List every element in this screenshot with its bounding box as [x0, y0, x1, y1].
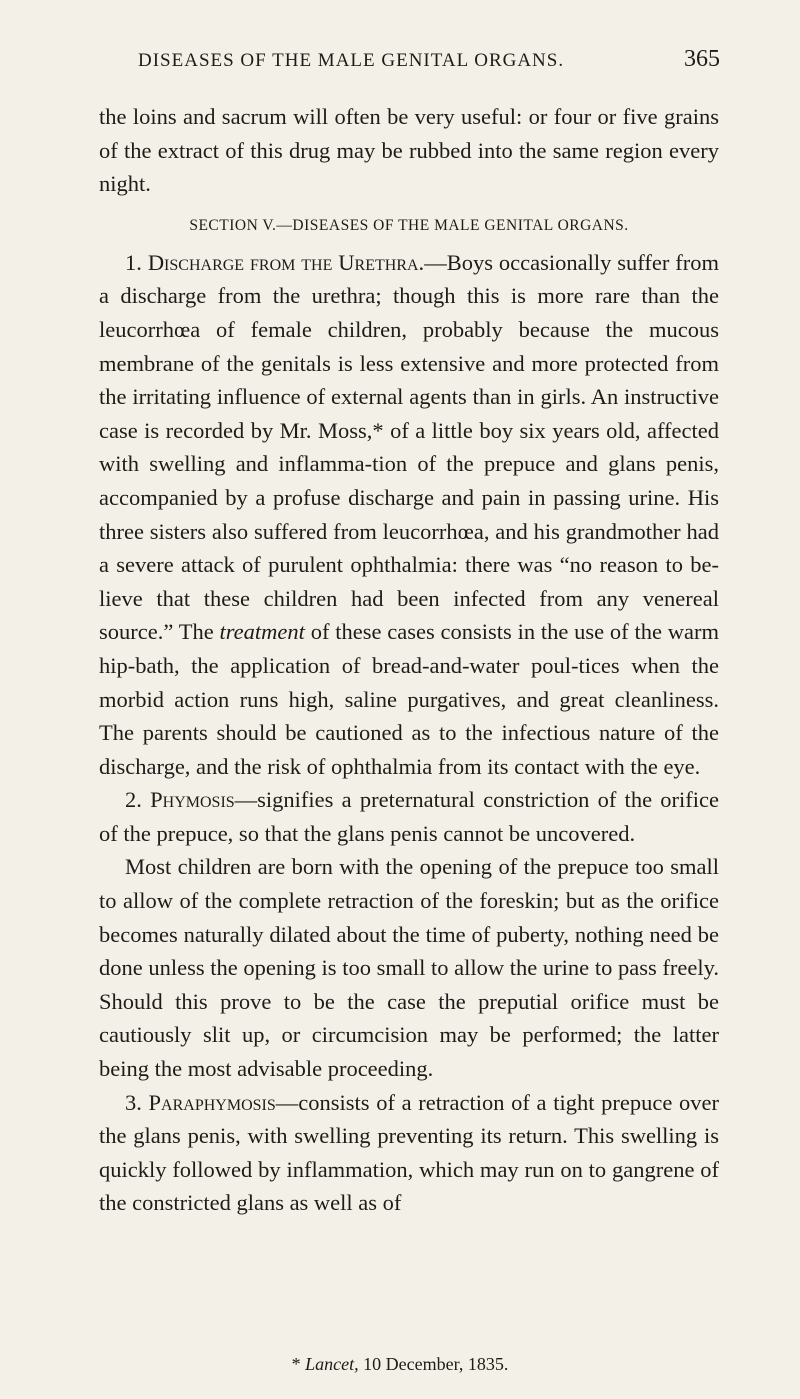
item-heading: Discharge from the Urethra.	[147, 249, 425, 275]
section-heading: SECTION V.—DISEASES OF THE MALE GENITAL ORGANS.	[189, 216, 629, 234]
footnote-marker: *	[291, 1354, 301, 1374]
item-paraphymosis	[99, 1086, 719, 1220]
body-text	[99, 100, 719, 1220]
item-number: 2.	[125, 787, 142, 813]
running-title: DISEASES OF THE MALE GENITAL ORGANS.	[138, 50, 565, 71]
item-discharge	[99, 246, 719, 784]
item-phymosis	[99, 783, 719, 850]
item-number: 3.	[125, 1089, 142, 1115]
item-text-continued: of these cases consists in the use of the warm hip-bath, the application of bread-and-water poul-tices when the morbid action runs high, saline purgatives, and great cleanliness. The parents should be cautioned as to the infectious nature of the discharge, and the risk of ophthalmia from its contact with the eye.	[99, 619, 719, 779]
item-number: 1.	[125, 249, 142, 275]
item-text: —Boys occasionally suffer from a discharge from the urethra; though this is more rare than the leucorrhœa of female children, probably because the mucous membrane of the genitals is less extensive and more protected from the irritating influence of external agents than in girls. An instructive case is recorded by Mr. Moss,* of a little boy six years old, affected with swelling and inflamma-tion of the prepuce and glans penis, accompanied by a profuse discharge and pain in passing urine. His three sisters also suffered from leucorrhœa, and his grandmother had a severe attack of purulent ophthalmia: there was “no reason to be-lieve that these children had been infected from any venereal source.” The	[99, 249, 719, 645]
item-text: —signifies a preternatural constriction of the orifice of the prepuce, so that the glans penis cannot be uncovered.	[99, 787, 720, 846]
footnote-detail: 10 December, 1835.	[358, 1354, 509, 1374]
footnote	[0, 1354, 800, 1375]
item-text: —consists of a retraction of a tight prepuce over the glans penis, with swelling preventing its return. This swelling is quickly followed by inflammation, which may run on to gangrene of the constricted glans as well as of	[99, 1089, 719, 1216]
item-heading: Paraphymosis	[148, 1089, 276, 1115]
footnote-source: Lancet,	[305, 1354, 359, 1374]
opening-paragraph: the loins and sacrum will often be very useful: or four or five grains of the extract of this drug may be rubbed into the same region every night.	[99, 104, 719, 197]
italic-word: treatment	[219, 619, 305, 645]
page-number: 365	[684, 46, 720, 72]
item-heading: Phymosis	[150, 787, 235, 813]
phymosis-paragraph: Most children are born with the opening of the prepuce too small to allow of the complete retraction of the foreskin; but as the orifice becomes naturally dilated about the time of puberty, nothing need be done unless the opening is too small to allow the urine to pass freely. Should this prove to be the case the preputial orifice must be cautiously slit up, or circumcision may be performed; the latter being the most advisable proceeding.	[99, 854, 719, 1082]
